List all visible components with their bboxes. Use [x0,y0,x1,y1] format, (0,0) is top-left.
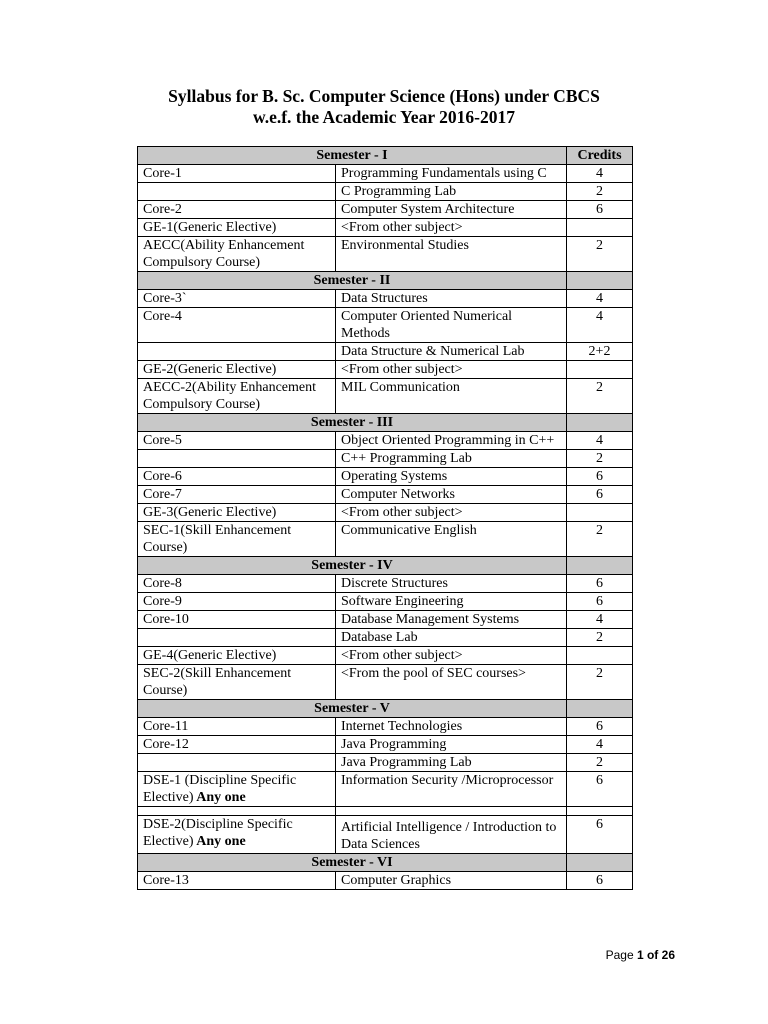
semester-header-row [138,272,633,290]
course-paper-text: <From other subject> [341,220,463,235]
course-category [138,165,336,183]
course-category-text: Core-7 [143,487,182,502]
course-category [138,611,336,629]
course-credits: 2 [567,183,633,201]
course-paper-text: C Programming Lab [341,184,457,199]
course-row [138,629,633,647]
course-paper-text: Computer Graphics [341,873,452,888]
semester-label: Semester - VI [138,854,567,872]
course-row [138,237,633,272]
course-row [138,647,633,665]
page-current: 1 [636,948,644,962]
course-row [138,379,633,414]
course-paper [336,290,567,308]
course-category-text: Core-3` [143,291,187,306]
course-category [138,647,336,665]
course-paper [336,432,567,450]
course-row [138,872,633,890]
course-category-text: GE-1(Generic Elective) [143,220,277,235]
course-paper-text: Data Structure & Numerical Lab [341,344,525,359]
elective-choice-note: Any one [193,790,246,805]
course-credits [567,504,633,522]
course-credits: 6 [567,816,633,854]
semester-header-row [138,414,633,432]
course-paper-text: Operating Systems [341,469,448,484]
course-credits: 2 [567,237,633,272]
course-row [138,486,633,504]
course-category [138,736,336,754]
course-paper [336,343,567,361]
course-paper [336,468,567,486]
course-credits: 6 [567,593,633,611]
course-credits: 2+2 [567,343,633,361]
course-category-text: Core-13 [143,873,189,888]
course-category-text: SEC-1(Skill Enhancement Course) [143,523,292,555]
course-category-text: Core-9 [143,594,182,609]
course-paper [336,165,567,183]
course-paper [336,308,567,343]
course-row [138,718,633,736]
course-category [138,593,336,611]
page-number [606,948,675,962]
course-credits: 4 [567,290,633,308]
course-paper-text: Internet Technologies [341,719,463,734]
title-line-1: Syllabus for B. Sc. Computer Science (Hons) under CBCS [168,86,600,106]
course-credits: 6 [567,468,633,486]
course-paper-text: Object Oriented Programming in C++ [341,433,555,448]
course-paper-text: MIL Communication [341,380,460,395]
course-credits [567,361,633,379]
course-row [138,219,633,237]
course-credits: 6 [567,772,633,807]
semester-header-row [138,147,633,165]
credits-header [567,414,633,432]
course-category-text: Core-6 [143,469,182,484]
course-category [138,201,336,219]
course-paper [336,647,567,665]
credits-header [567,557,633,575]
course-category-text: Core-5 [143,433,182,448]
course-paper [336,718,567,736]
semester-label: Semester - IV [138,557,567,575]
course-paper-text: <From other subject> [341,362,463,377]
course-row [138,183,633,201]
course-category-text: GE-2(Generic Elective) [143,362,277,377]
course-credits: 4 [567,165,633,183]
course-paper [336,611,567,629]
course-paper-text: Data Structures [341,291,428,306]
course-paper-text: Communicative English [341,523,477,538]
course-paper [336,361,567,379]
course-paper-text: Database Lab [341,630,418,645]
course-credits: 2 [567,450,633,468]
course-category [138,237,336,272]
semester-label: Semester - II [138,272,567,290]
course-paper [336,450,567,468]
course-paper [336,629,567,647]
course-category [138,290,336,308]
course-credits: 6 [567,201,633,219]
course-paper-text: Java Programming [341,737,447,752]
course-paper [336,816,567,854]
course-row [138,522,633,557]
course-paper [336,575,567,593]
course-credits [567,647,633,665]
course-paper [336,772,567,807]
course-paper [336,219,567,237]
course-category [138,665,336,700]
course-credits: 6 [567,575,633,593]
document-title [0,86,768,128]
course-paper-text: Database Management Systems [341,612,520,627]
course-category [138,379,336,414]
course-paper-text: Discrete Structures [341,576,448,591]
semester-label: Semester - V [138,700,567,718]
course-credits: 4 [567,432,633,450]
course-paper [336,665,567,700]
course-row [138,432,633,450]
course-paper-text: Computer Oriented Numerical Methods [341,309,513,341]
credits-header [567,700,633,718]
course-row [138,816,633,854]
course-category [138,308,336,343]
course-category-text: SEC-2(Skill Enhancement Course) [143,666,292,698]
course-category-text: Core-8 [143,576,182,591]
course-category-text: AECC-2(Ability Enhancement Compulsory Course) [143,380,317,412]
course-category [138,772,336,807]
course-paper-text: <From other subject> [341,648,463,663]
course-category-text: Core-4 [143,309,182,324]
course-category-text: Core-1 [143,166,182,181]
course-row [138,290,633,308]
semester-header-row [138,854,633,872]
course-category [138,361,336,379]
course-paper [336,754,567,772]
elective-choice-note: Any one [193,834,246,849]
course-row [138,165,633,183]
course-category [138,183,336,201]
course-credits: 4 [567,736,633,754]
course-row [138,361,633,379]
course-category [138,575,336,593]
course-category [138,343,336,361]
course-paper [336,522,567,557]
course-row [138,593,633,611]
course-paper-text: <From other subject> [341,505,463,520]
course-category [138,432,336,450]
course-credits [567,219,633,237]
course-category [138,504,336,522]
course-category [138,486,336,504]
title-line-2: w.e.f. the Academic Year 2016-2017 [253,107,515,127]
course-category-text: DSE-1 (Discipline Specific Elective) [143,773,297,805]
course-row [138,575,633,593]
course-credits: 6 [567,718,633,736]
credits-header [567,272,633,290]
course-credits: 2 [567,629,633,647]
course-category [138,219,336,237]
course-paper-text: Computer Networks [341,487,455,502]
course-row [138,308,633,343]
course-paper [336,504,567,522]
course-category-text: Core-12 [143,737,189,752]
course-credits: 2 [567,379,633,414]
course-credits: 4 [567,308,633,343]
course-paper-text: Environmental Studies [341,238,469,253]
course-category [138,522,336,557]
semester-label: Semester - I [138,147,567,165]
course-paper [336,593,567,611]
row-spacer [138,807,633,816]
course-paper-text: Information Security /Microprocessor [341,773,554,788]
page-total: 26 [661,948,675,962]
semester-label: Semester - III [138,414,567,432]
course-category [138,754,336,772]
course-category-text: DSE-2(Discipline Specific Elective) [143,817,293,849]
course-row [138,450,633,468]
course-paper [336,872,567,890]
course-paper [336,201,567,219]
course-row [138,665,633,700]
course-row [138,468,633,486]
semester-header-row [138,557,633,575]
course-category [138,816,336,854]
page-of: of [643,948,662,962]
course-paper [336,486,567,504]
course-paper-text: C++ Programming Lab [341,451,472,466]
syllabus-table [137,146,633,890]
syllabus-table-body [138,147,633,890]
course-paper [336,379,567,414]
course-credits: 6 [567,486,633,504]
course-category-text: Core-11 [143,719,189,734]
credits-header [567,854,633,872]
course-category-text: Core-2 [143,202,182,217]
course-paper-text: Java Programming Lab [341,755,472,770]
course-row [138,754,633,772]
course-credits: 4 [567,611,633,629]
course-category [138,872,336,890]
course-row [138,736,633,754]
course-category [138,450,336,468]
credits-header: Credits [567,147,633,165]
course-paper [336,183,567,201]
course-paper-text: Artificial Intelligence / Introduction to Data Sciences [341,820,557,852]
course-category-text: GE-3(Generic Elective) [143,505,277,520]
course-row [138,504,633,522]
course-category-text: Core-10 [143,612,189,627]
course-credits: 2 [567,522,633,557]
course-category [138,468,336,486]
course-paper-text: Software Engineering [341,594,464,609]
course-paper [336,736,567,754]
semester-header-row [138,700,633,718]
course-category-text: GE-4(Generic Elective) [143,648,277,663]
course-paper-text: <From the pool of SEC courses> [341,666,526,681]
course-category-text: AECC(Ability Enhancement Compulsory Course) [143,238,305,270]
course-credits: 2 [567,665,633,700]
page-prefix: Page [605,948,637,962]
course-category [138,718,336,736]
course-row [138,772,633,807]
course-row [138,201,633,219]
course-credits: 6 [567,872,633,890]
course-paper [336,237,567,272]
course-row [138,343,633,361]
course-paper-text: Programming Fundamentals using C [341,166,547,181]
course-category [138,629,336,647]
course-row [138,611,633,629]
course-paper-text: Computer System Architecture [341,202,515,217]
course-credits: 2 [567,754,633,772]
